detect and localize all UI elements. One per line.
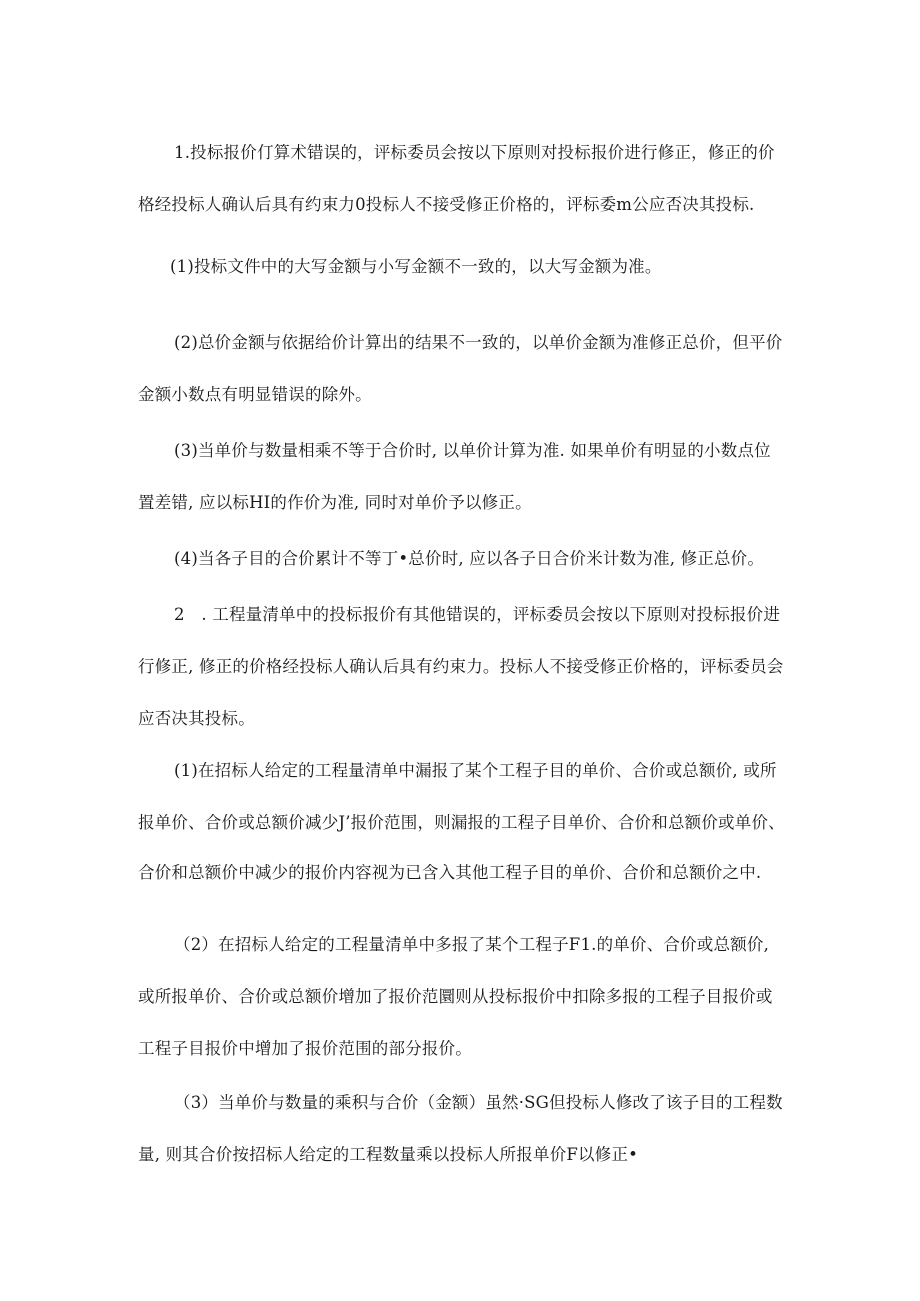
para-2-1-line-1: (1)在招标人给定的工程量清单中漏报了某个工程子目的单价、合价或总额价, 或所 bbox=[174, 761, 777, 780]
para-2-2-line-2: 或所报单价、合价或总额价增加了报价范圜则从投标报价中扣除多报的工程子目报价或 bbox=[138, 987, 773, 1006]
para-2-line-3: 应否决其投标。 bbox=[138, 709, 255, 728]
para-1-3-line-2: 置差错, 应以标HI的作价为准, 同时对单价予以修正。 bbox=[138, 493, 532, 512]
para-1-line-2: 格经投标人确认后具有约束力0投标人不接受修正价格的，评标委m公应否决其投标. bbox=[138, 195, 755, 214]
para-1-3-line-1: (3)当单价与数量相乘不等于合价时, 以单价计算为准. 如果单价有明显的小数点位 bbox=[174, 441, 771, 460]
para-1-1-line-1: (1)投标文件中的大写金额与小写金额不一致的，以大写金额为准。 bbox=[170, 257, 662, 276]
para-2-3-line-2: 量, 则其合价按招标人给定的工程数量乘以投标人所报单价F以修正• bbox=[138, 1145, 639, 1164]
para-2-1-line-2: 报单价、合价或总额价减少J’报价范围，则漏报的工程子目单价、合价和总额价或单价、 bbox=[138, 813, 785, 832]
para-2-line-1: 2 . 工程量清单中的投标报价有其他错误的，评标委员会按以下原则对投标报价进 bbox=[174, 605, 781, 624]
para-1-4-line-1: (4)当各子目的合价累计不等丁•总价时, 应以各子日合价米计数为准, 修正总价。 bbox=[174, 549, 765, 568]
para-1-2-line-2: 金额小数点有明显错误的除外。 bbox=[138, 385, 372, 404]
para-2-2-line-3: 工程子目报价中增加了报价范围的部分报价。 bbox=[138, 1039, 472, 1058]
para-1-line-1: 1.投标报价仃算术错误的，评标委员会按以下原则对投标报价进行修正，修正的价 bbox=[174, 143, 775, 162]
para-2-3-line-1: （3）当单价与数量的乘积与合价（金额）虽然·SG但投标人修改了该子目的工程数 bbox=[174, 1093, 783, 1112]
para-2-2-line-1: （2）在招标人给定的工程量清单中多报了某个工程子F1.的单价、合价或总额价, bbox=[174, 935, 770, 954]
para-2-line-2: 行修正, 修正的价格经投标人确认后具有约束力。投标人不接受修正价格的，评标委员会 bbox=[138, 657, 784, 676]
para-2-1-line-3: 合价和总额价中减少的报价内容视为已含入其他工程子目的单价、合价和总额价之中. bbox=[138, 863, 762, 882]
para-1-2-line-1: (2)总价金额与依据给价计算出的结果不一致的，以单价金额为准修正总价，但平价 bbox=[174, 333, 783, 352]
